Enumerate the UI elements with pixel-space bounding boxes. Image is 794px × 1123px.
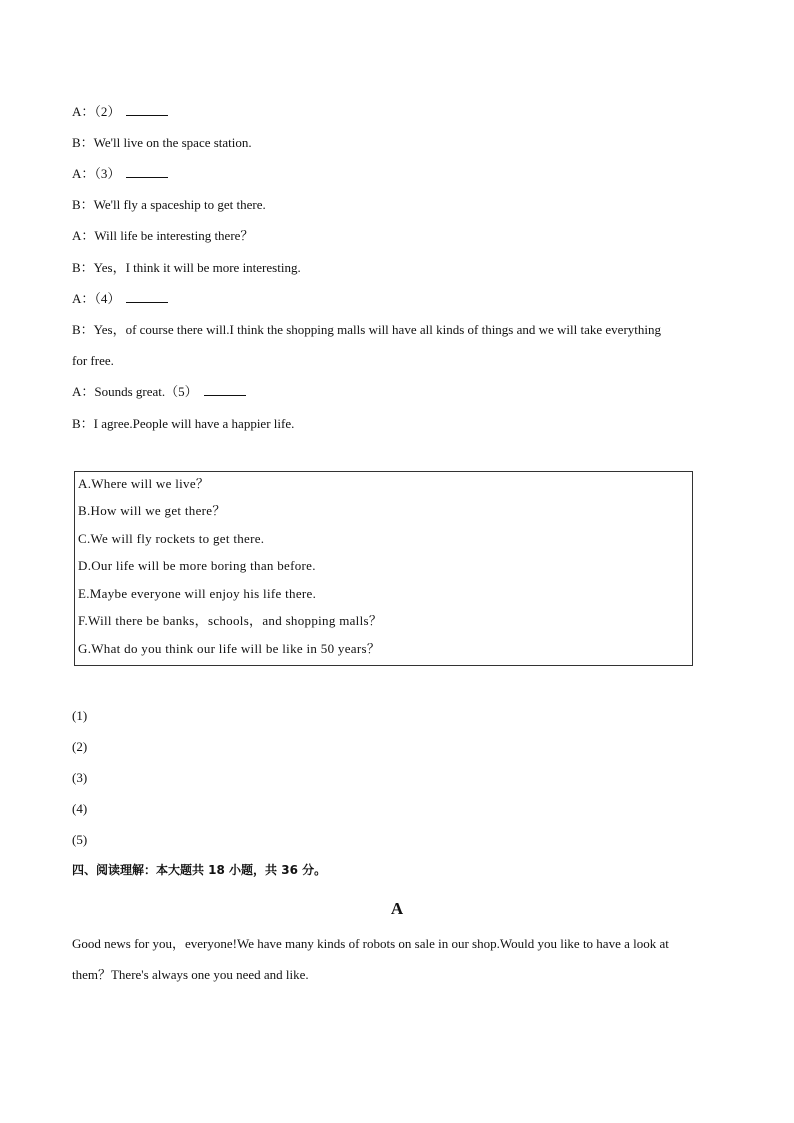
passage-title: A bbox=[390, 899, 404, 918]
answer-blank bbox=[126, 291, 168, 303]
options-box bbox=[74, 471, 693, 666]
option-d: D.Our life will be more boring than before. bbox=[78, 558, 316, 573]
dialogue-line-b5: B：I agree.People will have a happier life. bbox=[72, 416, 295, 431]
section-heading: 四、阅读理解：本大题共 18 小题，共 36 分。 bbox=[72, 863, 327, 877]
answer-number-2: (2) bbox=[72, 739, 88, 754]
answer-number-5: (5) bbox=[72, 832, 88, 847]
dialogue-line-a5: A：Sounds great.（5） bbox=[72, 384, 246, 400]
option-f: F.Will there be banks，schools，and shopping malls？ bbox=[78, 613, 383, 628]
answer-number-3: (3) bbox=[72, 770, 88, 785]
dialogue-line-b4-cont: for free. bbox=[72, 353, 114, 368]
option-c: C.We will fly rockets to get there. bbox=[78, 531, 265, 546]
answer-blank bbox=[204, 384, 246, 396]
option-e: E.Maybe everyone will enjoy his life there. bbox=[78, 586, 317, 601]
answer-blank bbox=[126, 104, 168, 116]
dialogue-line-a-interesting: A：Will life be interesting there？ bbox=[72, 228, 254, 243]
option-g: G.What do you think our life will be like in 50 years？ bbox=[78, 641, 381, 656]
dialogue-line-b2: B：We'll fly a spaceship to get there. bbox=[72, 197, 266, 212]
dialogue-line-b1: B：We'll live on the space station. bbox=[72, 135, 252, 150]
dialogue-line-a3: A：（3） bbox=[72, 166, 168, 182]
passage-line-1: Good news for you，everyone!We have many kinds of robots on sale in our shop.Would you like to have a look at bbox=[72, 936, 669, 951]
answer-number-1: (1) bbox=[72, 708, 88, 723]
dialogue-line-a4: A：（4） bbox=[72, 291, 168, 307]
answer-blank bbox=[126, 166, 168, 178]
dialogue-line-b4: B：Yes，of course there will.I think the shopping malls will have all kinds of things and we will take everything bbox=[72, 322, 662, 337]
dialogue-line-b3: B：Yes，I think it will be more interesting. bbox=[72, 260, 301, 275]
dialogue-line-a2: A：（2） bbox=[72, 104, 168, 120]
answer-number-4: (4) bbox=[72, 801, 88, 816]
option-a: A.Where will we live？ bbox=[78, 476, 210, 491]
option-b: B.How will we get there？ bbox=[78, 503, 226, 518]
passage-line-2: them？There's always one you need and like. bbox=[72, 967, 309, 982]
